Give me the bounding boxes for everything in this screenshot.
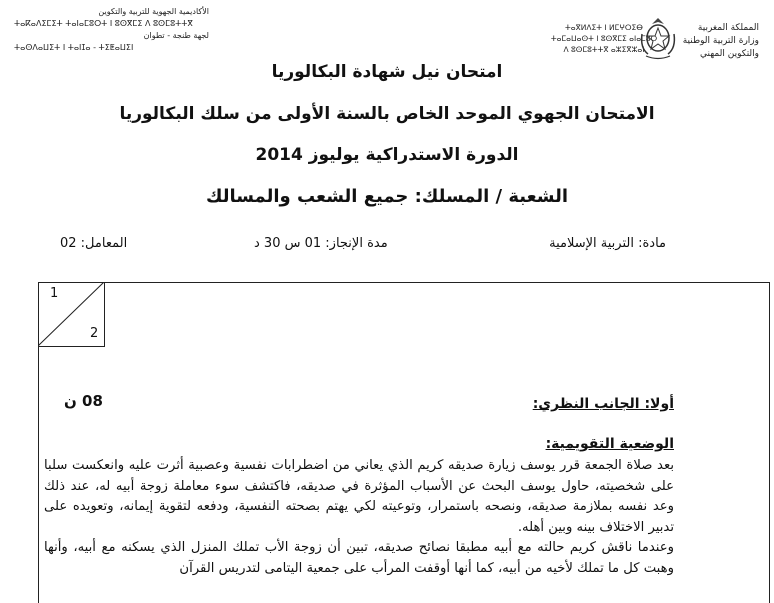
coefficient-label: المعامل: 02 — [60, 236, 128, 251]
ministry-tifinagh-line: ⴷ ⵓⵙⵎⵓⵜⵜⴳ ⴰⵣⵉⴳⵣⴰⵏ — [563, 45, 645, 54]
situation-paragraph: وعندما ناقش كريم حالته مع أبيه مطبقا نصائح صديقه، تبين أن زوجة الأب تملك المنزل الذي يسكنه مع أبيه، وأنها وهبت كل ما تملك لأخيه من أبيه، كما أنها أوقفت المرأب على جمعية اليتامى لتدريس القرآن — [44, 540, 674, 576]
section-points: 08 ن — [64, 392, 103, 410]
ministry-tifinagh-line: ⵜⴰⴳⵍⴷⵉⵜ ⵏ ⵍⵎⵖⵔⵉⴱ — [565, 23, 643, 32]
exam-session: الدورة الاستدراكية يوليوز 2014 — [255, 145, 519, 165]
ministry-arabic — [661, 22, 759, 61]
exam-branch: الشعبة / المسلك: جميع الشعب والمسالك — [205, 186, 569, 207]
academy-header — [14, 6, 209, 54]
situation-title: الوضعية التقويمية: — [545, 436, 674, 452]
kingdom-name: المملكة المغربية — [697, 23, 759, 33]
section-title: أولا: الجانب النظري: — [532, 396, 674, 412]
ministry-tifinagh-line: ⵜⴰⵎⴰⵡⴰⵙⵜ ⵏ ⵓⵙⴳⵎⵉ ⴰⵏⴰⵎⵓⵔ — [550, 34, 658, 43]
duration-label: مدة الإنجاز: 01 س 30 د — [254, 236, 388, 251]
academy-name: الأكاديمية الجهوية للتربية والتكوين — [98, 7, 209, 16]
academy-name-tifinagh: ⵜⴰⴽⴰⴷⵉⵎⵉⵜ ⵜⴰⵏⴰⵎⵓⵔⵜ ⵏ ⵓⵙⴳⵎⵉ ⴷ ⵓⵙⵎⵓⵜⵜⴳ — [14, 19, 193, 28]
situation-paragraph: بعد صلاة الجمعة قرر يوسف زيارة صديقه كريم الذي يعاني من اضطرابات نفسية وعصبية أثرت عليه وانعكست سلبا على شخصيته، حاول يوسف البحث عن الأسباب المؤثرة في صديقه، فاكتشف سوء معاملة زوجة أبيه له، عند ذلك وعد نفسه بملازمة صديقه، ونصحه باستمرار، وتوعيته لكي يهتم بصحته النفسية، ودفعه لتقوية إيمانه، وتعويده على تدبير الاختلاف بينه وبين أهله. — [44, 458, 674, 535]
grade-bottom: 2 — [90, 326, 99, 341]
exam-subtitle: الامتحان الجهوي الموحد الخاص بالسنة الأولى من سلك البكالوريا — [119, 104, 655, 124]
ministry-name: وزارة التربية الوطنية — [682, 36, 759, 46]
academy-region: لجهة طنجة - تطوان — [143, 31, 209, 40]
grade-box — [38, 282, 105, 347]
ministry-name-2: والتكوين المهني — [700, 49, 759, 59]
exam-title: امتحان نيل شهادة البكالوريا — [271, 62, 503, 82]
academy-region-tifinagh: ⵜⴰⵙⴷⴰⵡⵉⵜ ⵏ ⵜⴰⵏⵊⴰ - ⵜⵉⵟⴰⵡⵉⵏ — [14, 43, 134, 52]
grade-top: 1 — [50, 286, 59, 301]
subject-label: مادة: التربية الإسلامية — [549, 236, 666, 251]
